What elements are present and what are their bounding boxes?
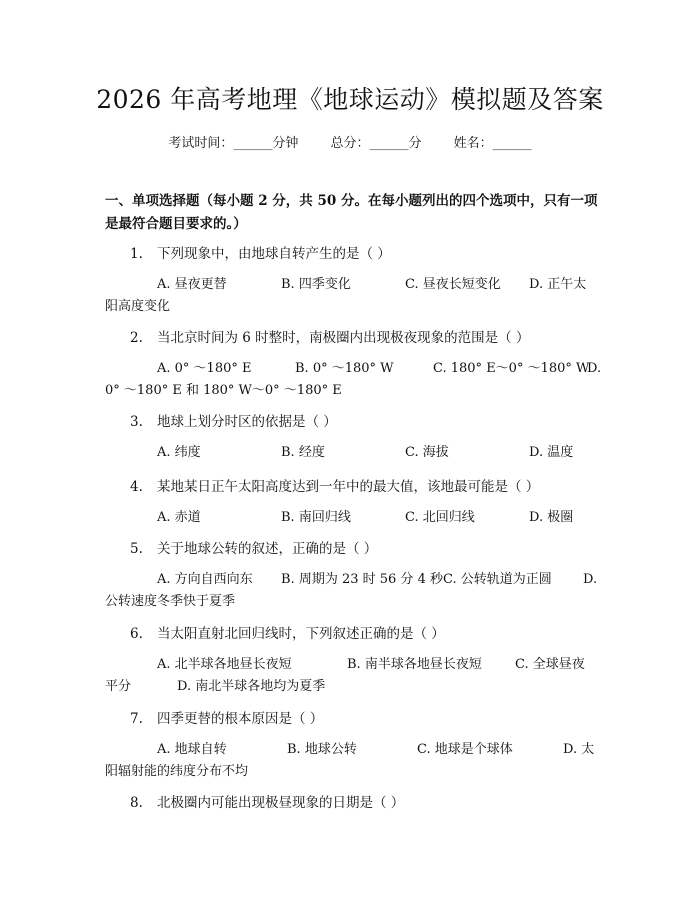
- option-b: B. 南半球各地昼长夜短: [347, 657, 482, 672]
- option-a: A. 昼夜更替: [157, 277, 227, 292]
- option-a: A. 0° ～180° E: [157, 361, 252, 376]
- question-number: 2.: [130, 330, 143, 346]
- option-b: B. 地球公转: [287, 742, 357, 757]
- option-c: C. 地球是个球体: [417, 742, 513, 757]
- question-stem: 下列现象中，由地球自转产生的是（ ）: [157, 246, 391, 262]
- question-7-options: [105, 739, 600, 783]
- question-5-options: [105, 569, 600, 613]
- option-d-line1: D.: [587, 361, 602, 376]
- question-stem: 关于地球公转的叙述，正确的是（ ）: [157, 541, 378, 557]
- question-2-options: [105, 358, 600, 402]
- option-a: A. 方向自西向东: [157, 572, 253, 587]
- option-b: B. 0° ～180° W: [295, 361, 394, 376]
- option-d-line1: D. 正午太: [529, 277, 587, 292]
- exam-time-field: 考试时间：______分钟: [168, 136, 299, 151]
- total-score-field: 总分：______分: [330, 136, 422, 151]
- option-c: C. 昼夜长短变化: [405, 277, 501, 292]
- option-a: A. 赤道: [157, 510, 201, 525]
- option-d: D. 南北半球各地均为夏季: [177, 679, 326, 694]
- question-number: 8.: [130, 795, 143, 811]
- option-c: C. 海拔: [405, 445, 449, 460]
- option-c-line2: 平分: [105, 679, 132, 694]
- option-a: A. 北半球各地昼长夜短: [157, 657, 292, 672]
- option-c: C. 公转轨道为正圆: [443, 572, 552, 587]
- question-6-options: [105, 654, 600, 698]
- option-c: C. 北回归线: [405, 510, 475, 525]
- question-stem: 当北京时间为 6 时整时，南极圈内出现极夜现象的范围是（ ）: [157, 330, 530, 346]
- option-b: B. 经度: [281, 445, 325, 460]
- question-number: 7.: [130, 711, 143, 727]
- section-heading: 一、单项选择题（每小题 2 分，共 50 分。在每小题列出的四个选项中，只有一项是最符合题目要求的。）: [105, 193, 598, 232]
- option-a: A. 纬度: [157, 445, 201, 460]
- option-d-line2: 阳辐射能的纬度分布不均: [105, 764, 249, 779]
- question-number: 3.: [130, 414, 143, 430]
- option-a: A. 地球自转: [157, 742, 227, 757]
- question-stem: 北极圈内可能出现极昼现象的日期是（ ）: [157, 795, 405, 811]
- option-c-line1: C. 全球昼夜: [515, 657, 585, 672]
- exam-meta: [0, 132, 700, 151]
- question-stem: 地球上划分时区的依据是（ ）: [157, 414, 337, 430]
- question-number: 4.: [130, 479, 143, 495]
- option-d: D. 极圈: [529, 510, 574, 525]
- student-name-field: 姓名：______: [453, 136, 532, 151]
- question-3-options: [105, 442, 600, 464]
- option-d-line2: 阳高度变化: [105, 299, 171, 314]
- option-d-line1: D.: [583, 572, 598, 587]
- option-d-line2: 0° ～180° E 和 180° W～0° ～180° E: [105, 383, 342, 398]
- question-number: 1.: [130, 246, 143, 262]
- option-d-line2: 公转速度冬季快于夏季: [105, 594, 236, 609]
- option-d-line1: D. 太: [563, 742, 595, 757]
- option-c: C. 180° E～0° ～180° W: [433, 361, 590, 376]
- option-b: B. 周期为 23 时 56 分 4 秒: [281, 572, 443, 587]
- option-b: B. 南回归线: [281, 510, 351, 525]
- question-number: 5.: [130, 541, 143, 557]
- question-stem: 当太阳直射北回归线时，下列叙述正确的是（ ）: [157, 626, 445, 642]
- question-1-options: [105, 274, 600, 318]
- page-title: 2026 年高考地理《地球运动》模拟题及答案: [96, 85, 604, 114]
- question-4-options: [105, 507, 600, 529]
- question-stem: 某地某日正午太阳高度达到一年中的最大值，该地最可能是（ ）: [157, 479, 540, 495]
- question-stem: 四季更替的根本原因是（ ）: [157, 711, 324, 727]
- option-d: D. 温度: [529, 445, 574, 460]
- question-number: 6.: [130, 626, 143, 642]
- option-b: B. 四季变化: [281, 277, 351, 292]
